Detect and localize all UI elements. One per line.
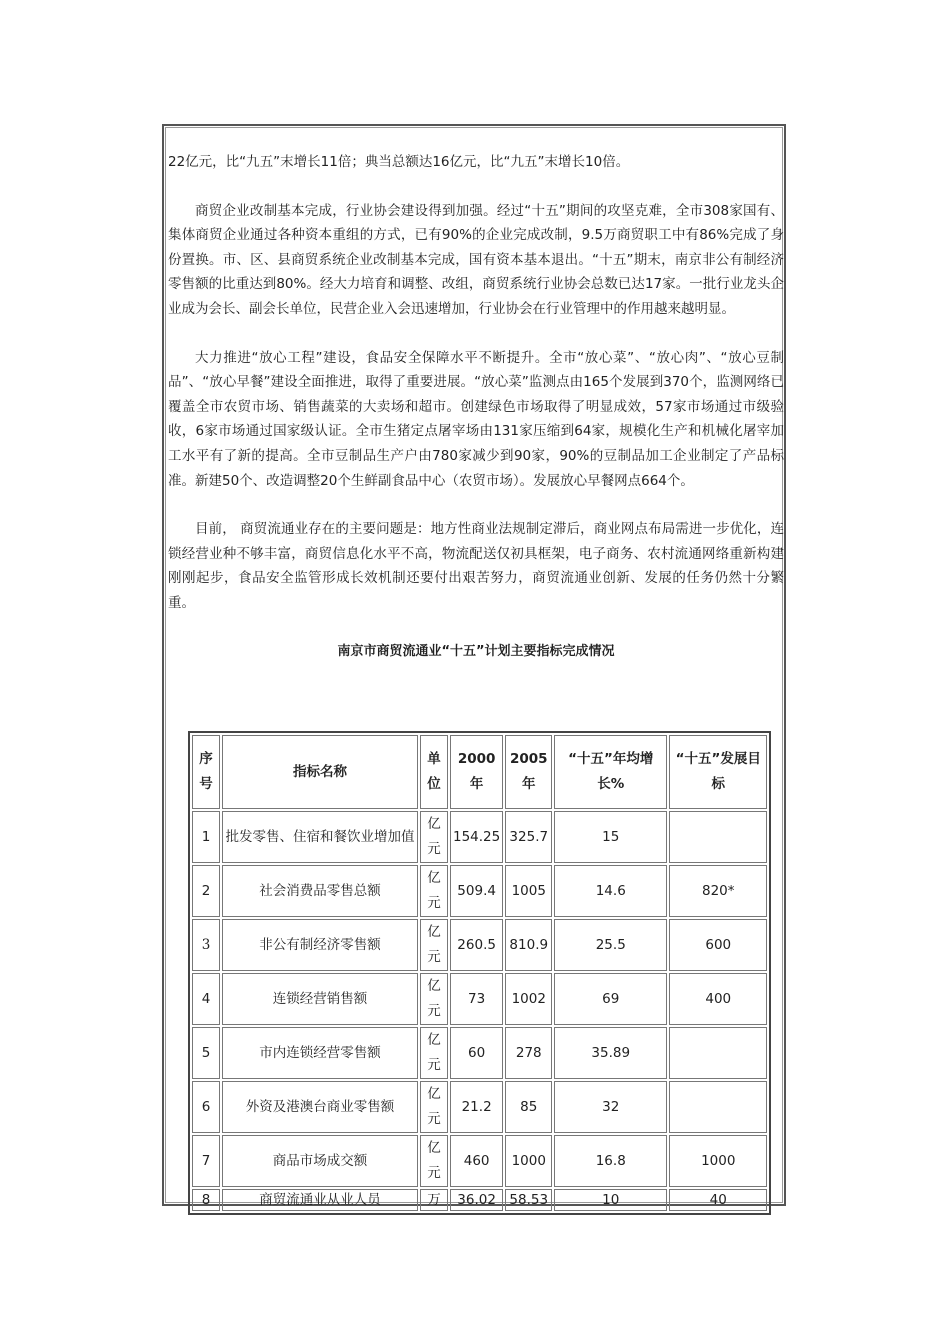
cell-annual-growth: 14.6 — [554, 865, 667, 917]
cell-index: 5 — [192, 1027, 220, 1079]
cell-indicator-name: 批发零售、住宿和餐饮业增加值 — [222, 811, 418, 863]
cell-indicator-name: 连锁经营销售额 — [222, 973, 418, 1025]
cell-annual-growth: 69 — [554, 973, 667, 1025]
cell-index: 6 — [192, 1081, 220, 1133]
cell-target: 820* — [669, 865, 767, 917]
cell-unit: 亿元 — [420, 1081, 448, 1133]
cell-2005: 325.7 — [505, 811, 552, 863]
cell-unit: 亿元 — [420, 919, 448, 971]
table-title: 南京市商贸流通业“十五”计划主要指标完成情况 — [337, 643, 615, 659]
cell-2005: 1002 — [505, 973, 552, 1025]
header-unit: 单位 — [420, 735, 448, 809]
table-row — [192, 1135, 767, 1187]
cell-unit: 亿元 — [420, 1135, 448, 1187]
cell-indicator-name: 商品市场成交额 — [222, 1135, 418, 1187]
cell-unit: 万 — [420, 1189, 448, 1211]
document-body — [168, 150, 784, 689]
cell-2005: 58.53 — [505, 1189, 552, 1211]
header-target: “十五”发展目标 — [669, 735, 767, 809]
cell-2000: 154.25 — [450, 811, 503, 863]
cell-2000: 36.02 — [450, 1189, 503, 1211]
cell-target — [669, 811, 767, 863]
cell-target: 400 — [669, 973, 767, 1025]
header-index: 序号 — [192, 735, 220, 809]
cell-2005: 1000 — [505, 1135, 552, 1187]
cell-index: 3 — [192, 919, 220, 971]
cell-index: 1 — [192, 811, 220, 863]
header-indicator-name: 指标名称 — [222, 735, 418, 809]
cell-2000: 509.4 — [450, 865, 503, 917]
cell-index: 7 — [192, 1135, 220, 1187]
table-row — [192, 919, 767, 971]
header-2005: 2005年 — [505, 735, 552, 809]
cell-2000: 60 — [450, 1027, 503, 1079]
table-row — [192, 1027, 767, 1079]
paragraph-1: 22亿元，比“九五”末增长11倍；典当总额达16亿元，比“九五”末增长10倍。 — [168, 154, 630, 170]
indicator-table — [188, 731, 771, 1215]
cell-unit: 亿元 — [420, 1027, 448, 1079]
cell-annual-growth: 35.89 — [554, 1027, 667, 1079]
paragraph-4: 目前， 商贸流通业存在的主要问题是：地方性商业法规制定滞后，商业网点布局需进一步优化，连锁经营业种不够丰富，商贸信息化水平不高，物流配送仅初具框架，电子商务、农村流通网络重新构建刚刚起步，食品安全监管形成长效机制还要付出艰苦努力，商贸流通业创新、发展的任务仍然十分繁重。 — [168, 521, 784, 611]
cell-target: 600 — [669, 919, 767, 971]
cell-index: 4 — [192, 973, 220, 1025]
cell-annual-growth: 15 — [554, 811, 667, 863]
cell-target — [669, 1027, 767, 1079]
cell-target: 1000 — [669, 1135, 767, 1187]
table-row — [192, 811, 767, 863]
header-2000: 2000年 — [450, 735, 503, 809]
cell-2000: 260.5 — [450, 919, 503, 971]
cell-indicator-name: 外资及港澳台商业零售额 — [222, 1081, 418, 1133]
cell-unit: 亿元 — [420, 811, 448, 863]
cell-indicator-name: 商贸流通业从业人员 — [222, 1189, 418, 1211]
cell-2005: 85 — [505, 1081, 552, 1133]
cell-indicator-name: 非公有制经济零售额 — [222, 919, 418, 971]
cell-target: 40 — [669, 1189, 767, 1211]
paragraph-3: 大力推进“放心工程”建设，食品安全保障水平不断提升。全市“放心菜”、“放心肉”、“放心豆制品”、“放心早餐”建设全面推进，取得了重要进展。“放心菜”监测点由165个发展到370个，监测网络已覆盖全市农贸市场、销售蔬菜的大卖场和超市。创建绿色市场取得了明显成效，57家市场通过市级验收，6家市场通过国家级认证。全市生猪定点屠宰场由131家压缩到64家，规模化生产和机械化屠宰加工水平有了新的提高。全市豆制品生产户由780家减少到90家，90%的豆制品加工企业制定了产品标准。新建50个、改造调整20个生鲜副食品中心（农贸市场）。发展放心早餐网点664个。 — [168, 349, 784, 489]
cell-unit: 亿元 — [420, 865, 448, 917]
cell-target — [669, 1081, 767, 1133]
cell-2000: 21.2 — [450, 1081, 503, 1133]
cell-2005: 1005 — [505, 865, 552, 917]
cell-indicator-name: 市内连锁经营零售额 — [222, 1027, 418, 1079]
cell-2000: 460 — [450, 1135, 503, 1187]
table-row — [192, 1081, 767, 1133]
header-annual-growth: “十五”年均增长% — [554, 735, 667, 809]
cell-annual-growth: 16.8 — [554, 1135, 667, 1187]
cell-index: 8 — [192, 1189, 220, 1211]
table-row — [192, 973, 767, 1025]
cell-2000: 73 — [450, 973, 503, 1025]
cell-2005: 278 — [505, 1027, 552, 1079]
cell-indicator-name: 社会消费品零售总额 — [222, 865, 418, 917]
table-row — [192, 865, 767, 917]
table-row — [192, 1189, 767, 1211]
document-frame — [162, 124, 786, 1206]
cell-annual-growth: 10 — [554, 1189, 667, 1211]
cell-annual-growth: 32 — [554, 1081, 667, 1133]
cell-unit: 亿元 — [420, 973, 448, 1025]
cell-2005: 810.9 — [505, 919, 552, 971]
cell-index: 2 — [192, 865, 220, 917]
table-header-row — [192, 735, 767, 809]
paragraph-2: 商贸企业改制基本完成，行业协会建设得到加强。经过“十五”期间的攻坚克难，全市308家国有、集体商贸企业通过各种资本重组的方式，已有90%的企业完成改制，9.5万商贸职工中有86%完成了身份置换。市、区、县商贸系统企业改制基本完成，国有资本基本退出。“十五”期末，南京非公有制经济零售额的比重达到80%。经大力培育和调整、改组，商贸系统行业协会总数已达17家。一批行业龙头企业成为会长、副会长单位，民营企业入会迅速增加，行业协会在行业管理中的作用越来越明显。 — [168, 202, 784, 317]
cell-annual-growth: 25.5 — [554, 919, 667, 971]
